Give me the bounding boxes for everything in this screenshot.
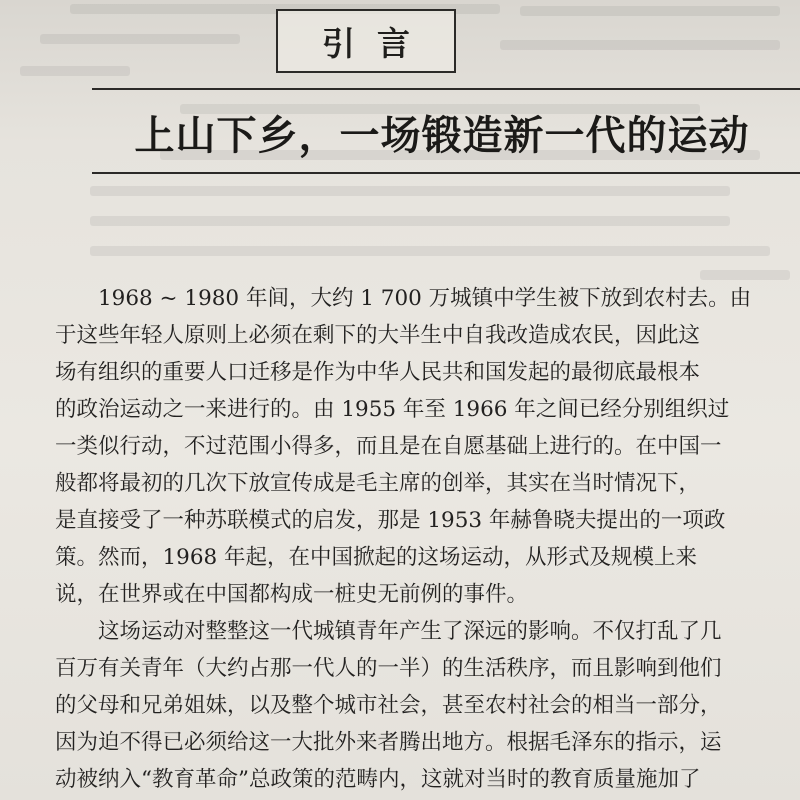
show-through-line [90, 186, 730, 196]
heading-bottom-rule [92, 172, 800, 174]
paragraph-1 [55, 280, 800, 613]
show-through-line [90, 246, 770, 256]
text-line: 1968 ~ 1980 年间，大约 1 700 万城镇中学生被下放到农村去。由 [98, 286, 752, 311]
text-line: 于这些年轻人原则上必须在剩下的大半生中自我改造成农民，因此这 [55, 323, 701, 348]
text-line: 般都将最初的几次下放宣传成是毛主席的创举，其实在当时情况下， [55, 471, 701, 496]
text-line: 一类似行动，不过范围小得多，而且是在自愿基础上进行的。在中国一 [55, 434, 722, 459]
show-through-line [700, 270, 790, 280]
text-line: 百万有关青年（大约占那一代人的一半）的生活秩序，而且影响到他们 [55, 656, 722, 681]
show-through-line [520, 6, 780, 16]
text-line: 因为迫不得已必须给这一大批外来者腾出地方。根据毛泽东的指示，运 [55, 730, 722, 755]
text-line: 策。然而，1968 年起，在中国掀起的这场运动，从形式及规模上来 [55, 545, 698, 570]
text-line: 说，在世界或在中国都构成一桩史无前例的事件。 [55, 582, 529, 607]
text-line: 的父母和兄弟姐妹，以及整个城市社会，甚至农村社会的相当一部分， [55, 693, 722, 718]
show-through-line [500, 40, 780, 50]
chapter-heading: 上山下乡，一场锻造新一代的运动 [134, 112, 750, 159]
section-label: 引言 [322, 23, 432, 63]
show-through-line [40, 34, 240, 44]
section-label-box [276, 9, 456, 73]
paragraph-2 [55, 613, 800, 798]
text-line: 场有组织的重要人口迁移是作为中华人民共和国发起的最彻底最根本 [55, 360, 701, 385]
show-through-line [90, 216, 730, 226]
text-line: 是直接受了一种苏联模式的启发，那是 1953 年赫鲁晓夫提出的一项政 [55, 508, 726, 533]
body-text [55, 280, 800, 798]
text-line: 这场运动对整整这一代城镇青年产生了深远的影响。不仅打乱了几 [98, 619, 722, 644]
heading-top-rule [92, 88, 800, 90]
show-through-line [20, 66, 130, 76]
text-line: 的政治运动之一来进行的。由 1955 年至 1966 年之间已经分别组织过 [55, 397, 730, 422]
text-line: 动被纳入“教育革命”总政策的范畴内，这就对当时的教育质量施加了 [55, 767, 701, 792]
